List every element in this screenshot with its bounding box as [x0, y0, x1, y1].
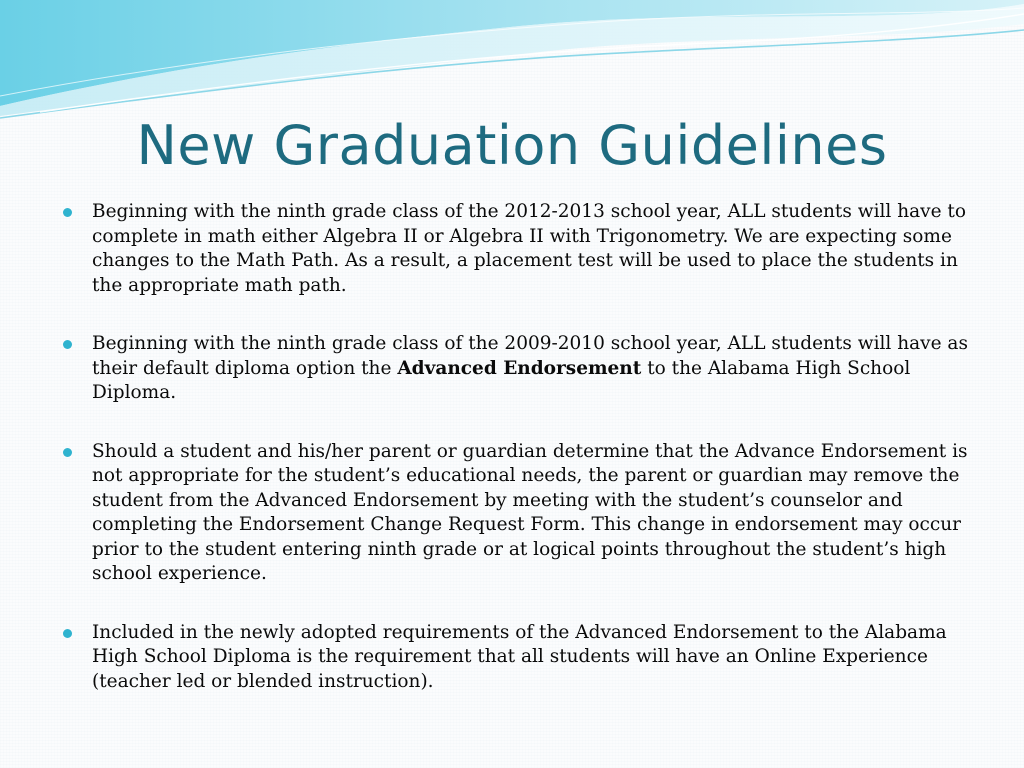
bullet-text: Should a student and his/her parent or guardian determine that the Advance Endorsement is not appropriate for the student’s educational needs, the parent or guardian may remove the student from the Advanced Endorsement by meeting with the student’s counselor and completing the Endorsement Change Request Form. This change in endorsement may occur prior to the student entering ninth grade or at logical points throughout the student’s high school experience.	[92, 440, 968, 584]
bullet-item-1	[62, 200, 974, 298]
bullet-text: Beginning with the ninth grade class of the 2012-2013 school year, ALL students will have to complete in math either Algebra II or Algebra II with Trigonometry. We are expecting some changes to the Math Path. As a result, a placement test will be used to place the students in the appropriate math path.	[92, 201, 966, 296]
slide-title: New Graduation Guidelines	[136, 114, 888, 177]
bullet-dot-icon	[63, 629, 72, 638]
bullet-dot-icon	[63, 448, 72, 457]
bullet-dot-icon	[63, 340, 72, 349]
bullet-item-3	[62, 440, 974, 587]
bullet-dot-icon	[63, 208, 72, 217]
bullet-item-2	[62, 332, 974, 406]
bullet-text-bold: Advanced Endorsement	[397, 357, 642, 379]
bullet-text: Included in the newly adopted requirements of the Advanced Endorsement to the Alabama High School Diploma is the requirement that all students will have an Online Experience (teacher led or blended instruction).	[92, 621, 947, 692]
bullet-text-before: Beginning with the ninth grade class of the 2009-2010 school year, ALL students will have as their default diploma option the	[92, 333, 968, 379]
bullet-item-4	[62, 621, 974, 695]
bullet-text-after: to the Alabama High School Diploma.	[92, 357, 911, 403]
bullet-list	[62, 200, 974, 694]
